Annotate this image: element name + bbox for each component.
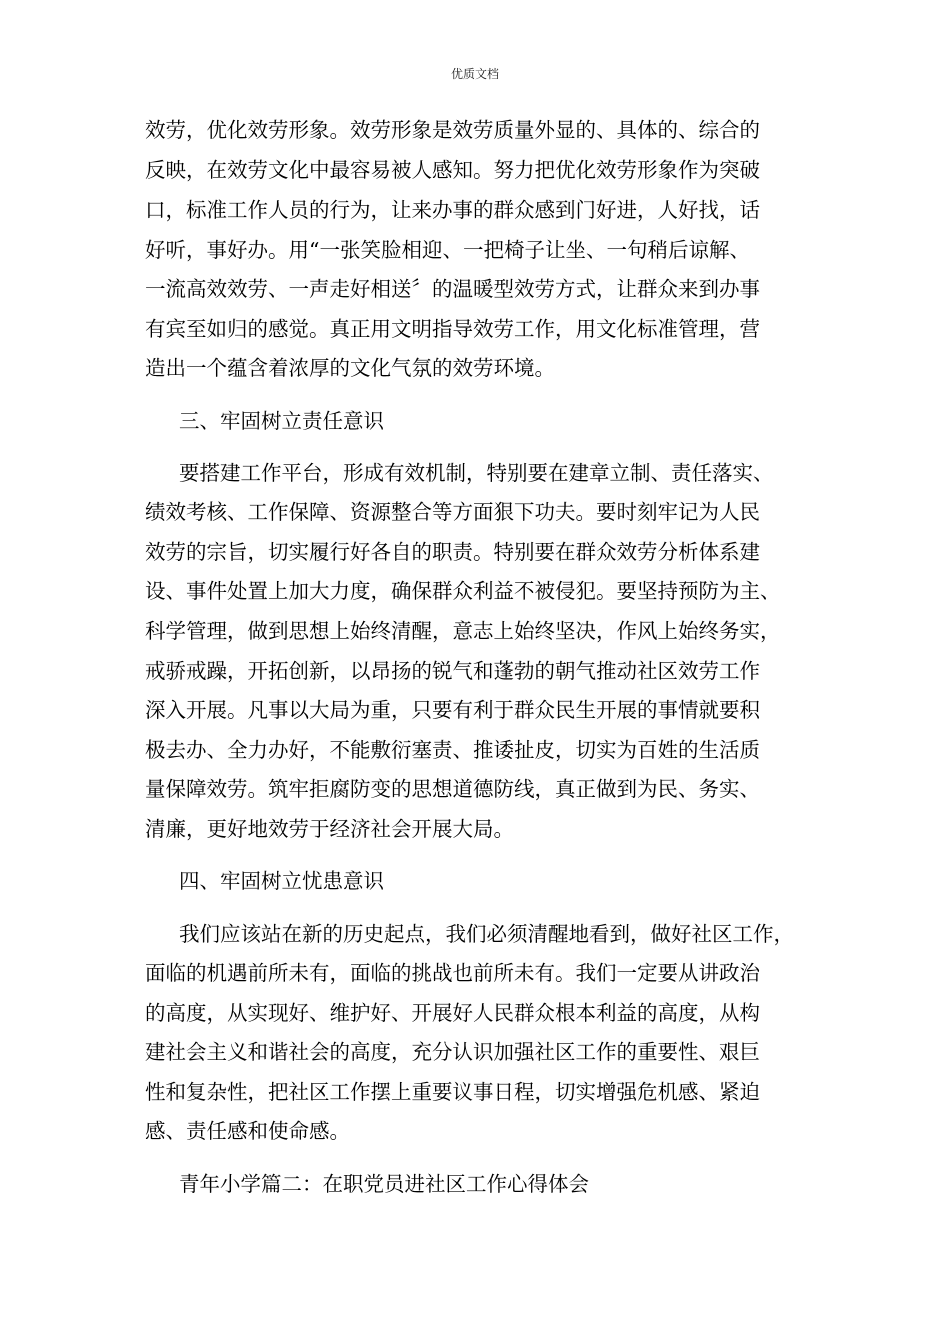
paragraph-1-line: 效劳，优化效劳形象。效劳形象是效劳质量外显的、具体的、综合的 bbox=[145, 118, 760, 142]
paragraph-2-line: 深入开展。凡事以大局为重，只要有利于群众民生开展的事情就要积 bbox=[145, 698, 760, 722]
paragraph-1-line: 造出一个蕴含着浓厚的文化气氛的效劳环境。 bbox=[145, 356, 555, 380]
paragraph-2-line: 设、事件处置上加大力度，确保群众利益不被侵犯。要坚持预防为主、 bbox=[145, 579, 781, 603]
paragraph-2-line: 科学管理，做到思想上始终清醒，意志上始终坚决，作风上始终务实， bbox=[145, 619, 781, 643]
section-heading-4: 四、牢固树立忧患意识 bbox=[179, 869, 384, 893]
page-header: 优质文档 bbox=[450, 67, 499, 81]
paragraph-3-line: 的高度，从实现好、维护好、开展好人民群众根本利益的高度，从构 bbox=[145, 1001, 760, 1025]
paragraph-1-line: 口，标准工作人员的行为，让来办事的群众感到门好进，人好找，话 bbox=[145, 198, 760, 222]
paragraph-3-line: 感、责任感和使命感。 bbox=[145, 1119, 350, 1143]
paragraph-2-line: 戒骄戒躁，开拓创新，以昂扬的锐气和蓬勃的朝气推动社区效劳工作 bbox=[145, 659, 760, 683]
paragraph-1-line: 反映，在效劳文化中最容易被人感知。努力把优化效劳形象作为突破 bbox=[145, 158, 760, 182]
section-heading-3: 三、牢固树立责任意识 bbox=[179, 409, 384, 433]
paragraph-2-line: 量保障效劳。筑牢拒腐防变的思想道德防线，真正做到为民、务实、 bbox=[145, 777, 760, 801]
paragraph-2-line: 清廉，更好地效劳于经济社会开展大局。 bbox=[145, 817, 514, 841]
paragraph-3-line: 我们应该站在新的历史起点，我们必须清醒地看到，做好社区工作， bbox=[179, 922, 794, 946]
paragraph-1-line: 一流高效效劳、一声走好相送〞的温暖型效劳方式，让群众来到办事 bbox=[145, 277, 760, 301]
paragraph-3-line: 面临的机遇前所未有，面临的挑战也前所未有。我们一定要从讲政治 bbox=[145, 961, 760, 985]
paragraph-2-line: 要搭建工作平台，形成有效机制，特别要在建章立制、责任落实、 bbox=[179, 461, 774, 485]
paragraph-3-line: 性和复杂性，把社区工作摆上重要议事日程，切实增强危机感、紧迫 bbox=[145, 1080, 760, 1104]
paragraph-2-line: 极去办、全力办好，不能敷衍塞责、推诿扯皮，切实为百姓的生活质 bbox=[145, 738, 760, 762]
paragraph-1-line: 有宾至如归的感觉。真正用文明指导效劳工作，用文化标准管理，营 bbox=[145, 317, 760, 341]
article-title: 青年小学篇二：在职党员进社区工作心得体会 bbox=[179, 1172, 589, 1196]
paragraph-1-line: 好听，事好办。用“一张笑脸相迎、一把椅子让坐、一句稍后谅解、 bbox=[145, 238, 750, 262]
paragraph-2-line: 绩效考核、工作保障、资源整合等方面狠下功夫。要时刻牢记为人民 bbox=[145, 500, 760, 524]
paragraph-2-line: 效劳的宗旨，切实履行好各自的职责。特别要在群众效劳分析体系建 bbox=[145, 540, 760, 564]
paragraph-3-line: 建社会主义和谐社会的高度，充分认识加强社区工作的重要性、艰巨 bbox=[145, 1040, 760, 1064]
